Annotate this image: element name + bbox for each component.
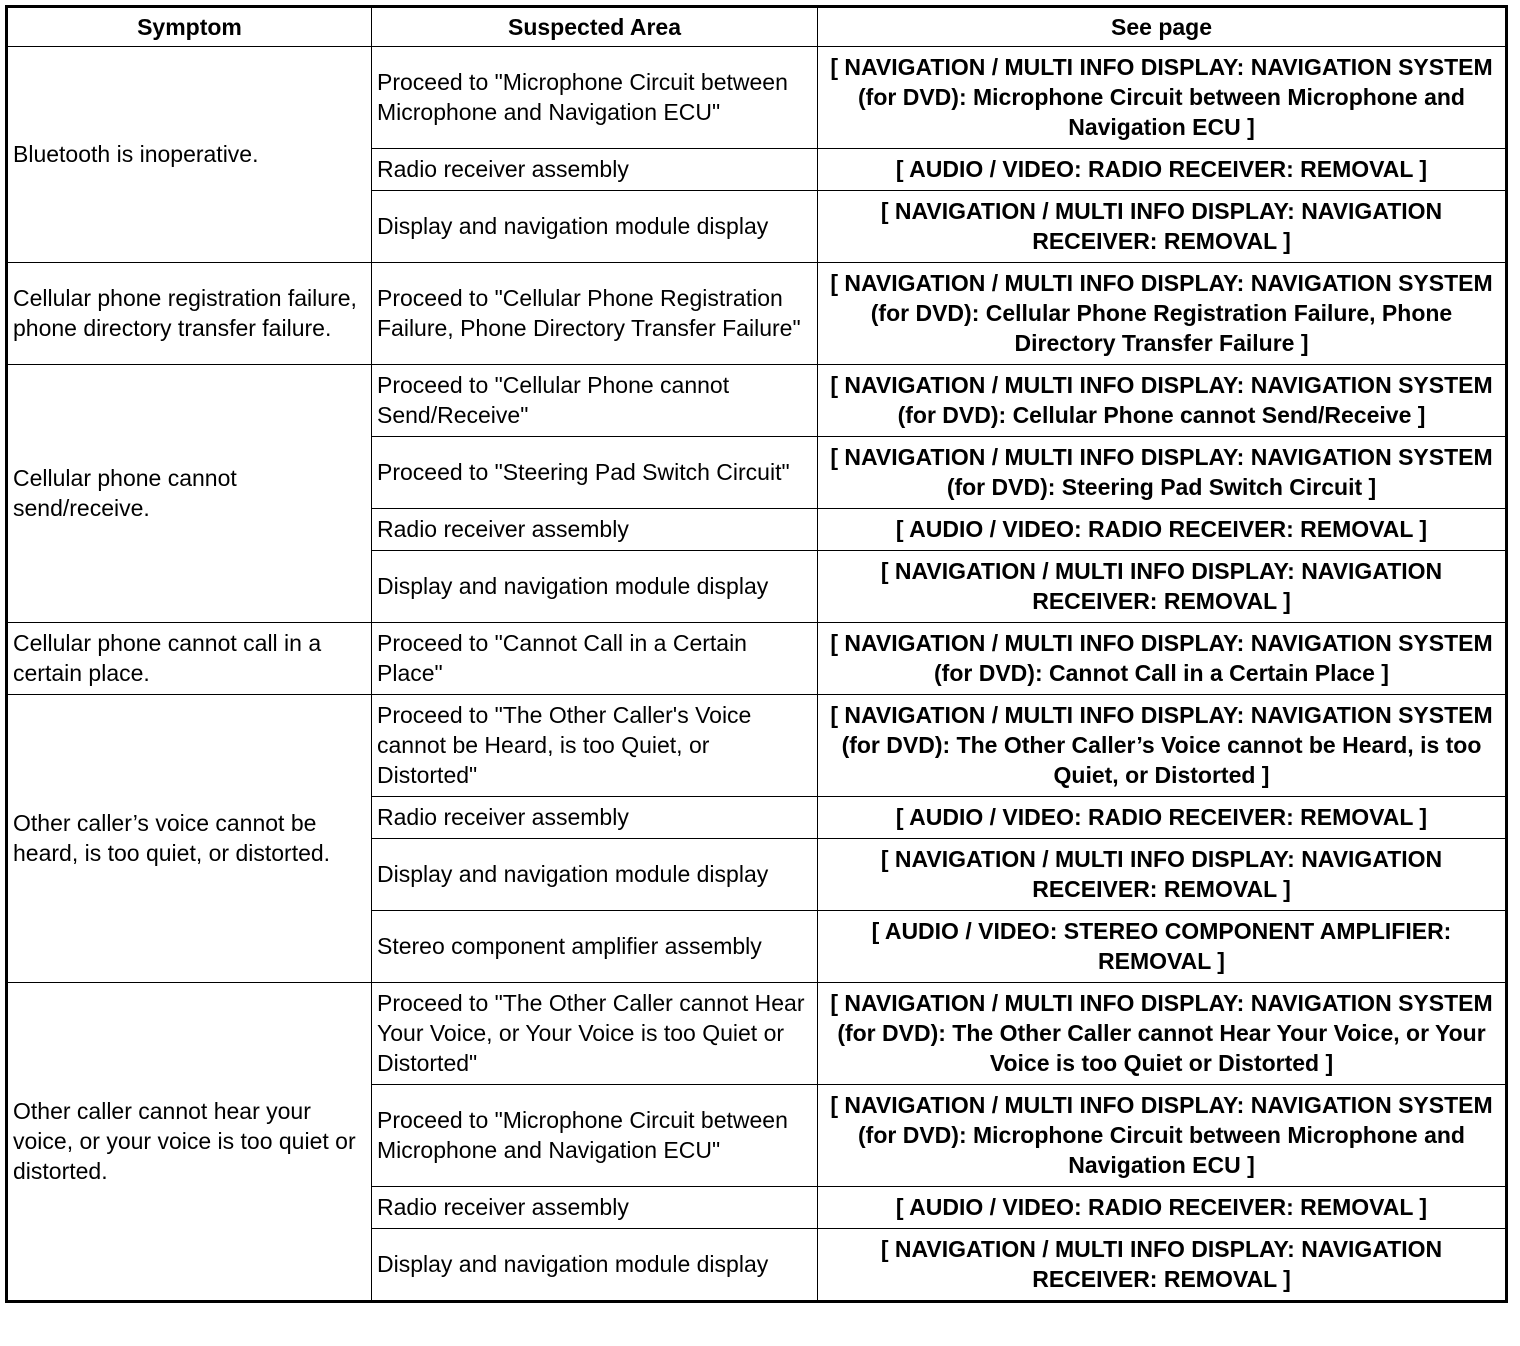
suspected-area-cell: Display and navigation module display xyxy=(372,839,818,911)
symptom-cell: Bluetooth is inoperative. xyxy=(7,47,372,263)
suspected-area-cell: Proceed to "The Other Caller's Voice cannot be Heard, is too Quiet, or Distorted" xyxy=(372,695,818,797)
suspected-area-cell: Proceed to "Cellular Phone cannot Send/Receive" xyxy=(372,365,818,437)
table-row xyxy=(7,623,1507,695)
suspected-area-cell: Proceed to "Steering Pad Switch Circuit" xyxy=(372,437,818,509)
suspected-area-cell: Display and navigation module display xyxy=(372,191,818,263)
see-page-link[interactable]: [ NAVIGATION / MULTI INFO DISPLAY: NAVIGATION RECEIVER: REMOVAL ] xyxy=(818,191,1507,263)
suspected-area-cell: Stereo component amplifier assembly xyxy=(372,911,818,983)
see-page-link[interactable]: [ NAVIGATION / MULTI INFO DISPLAY: NAVIGATION RECEIVER: REMOVAL ] xyxy=(818,1229,1507,1302)
see-page-link[interactable]: [ NAVIGATION / MULTI INFO DISPLAY: NAVIGATION SYSTEM (for DVD): Cellular Phone cannot Send/Receive ] xyxy=(818,365,1507,437)
see-page-link[interactable]: [ NAVIGATION / MULTI INFO DISPLAY: NAVIGATION SYSTEM (for DVD): Microphone Circuit between Microphone and Navigation ECU ] xyxy=(818,1085,1507,1187)
table-row xyxy=(7,263,1507,365)
table-header-row xyxy=(7,7,1507,47)
see-page-link[interactable]: [ NAVIGATION / MULTI INFO DISPLAY: NAVIGATION SYSTEM (for DVD): The Other Caller’s Voice cannot be Heard, is too Quiet, or Distorted ] xyxy=(818,695,1507,797)
suspected-area-cell: Proceed to "Microphone Circuit between Microphone and Navigation ECU" xyxy=(372,1085,818,1187)
suspected-area-cell: Display and navigation module display xyxy=(372,551,818,623)
see-page-link[interactable]: [ AUDIO / VIDEO: RADIO RECEIVER: REMOVAL ] xyxy=(818,797,1507,839)
symptom-cell: Other caller cannot hear your voice, or your voice is too quiet or distorted. xyxy=(7,983,372,1302)
see-page-link[interactable]: [ NAVIGATION / MULTI INFO DISPLAY: NAVIGATION RECEIVER: REMOVAL ] xyxy=(818,551,1507,623)
see-page-link[interactable]: [ AUDIO / VIDEO: STEREO COMPONENT AMPLIFIER: REMOVAL ] xyxy=(818,911,1507,983)
table-row xyxy=(7,47,1507,149)
table-row xyxy=(7,695,1507,797)
suspected-area-cell: Proceed to "Microphone Circuit between Microphone and Navigation ECU" xyxy=(372,47,818,149)
header-symptom: Symptom xyxy=(7,7,372,47)
see-page-link[interactable]: [ NAVIGATION / MULTI INFO DISPLAY: NAVIGATION RECEIVER: REMOVAL ] xyxy=(818,839,1507,911)
header-suspected-area: Suspected Area xyxy=(372,7,818,47)
symptom-table xyxy=(5,5,1508,1303)
see-page-link[interactable]: [ NAVIGATION / MULTI INFO DISPLAY: NAVIGATION SYSTEM (for DVD): The Other Caller cannot Hear Your Voice, or Your Voice is too Quiet or Distorted ] xyxy=(818,983,1507,1085)
see-page-link[interactable]: [ AUDIO / VIDEO: RADIO RECEIVER: REMOVAL ] xyxy=(818,149,1507,191)
suspected-area-cell: Radio receiver assembly xyxy=(372,1187,818,1229)
suspected-area-cell: Proceed to "The Other Caller cannot Hear Your Voice, or Your Voice is too Quiet or Distorted" xyxy=(372,983,818,1085)
symptom-cell: Cellular phone cannot call in a certain place. xyxy=(7,623,372,695)
table-row xyxy=(7,365,1507,437)
suspected-area-cell: Radio receiver assembly xyxy=(372,797,818,839)
see-page-link[interactable]: [ NAVIGATION / MULTI INFO DISPLAY: NAVIGATION SYSTEM (for DVD): Cellular Phone Registration Failure, Phone Directory Transfer Failure ] xyxy=(818,263,1507,365)
symptom-table-container xyxy=(5,5,1508,1303)
suspected-area-cell: Proceed to "Cannot Call in a Certain Place" xyxy=(372,623,818,695)
see-page-link[interactable]: [ AUDIO / VIDEO: RADIO RECEIVER: REMOVAL ] xyxy=(818,509,1507,551)
symptom-cell: Cellular phone cannot send/receive. xyxy=(7,365,372,623)
header-see-page: See page xyxy=(818,7,1507,47)
symptom-cell: Other caller’s voice cannot be heard, is too quiet, or distorted. xyxy=(7,695,372,983)
suspected-area-cell: Proceed to "Cellular Phone Registration Failure, Phone Directory Transfer Failure" xyxy=(372,263,818,365)
symptom-cell: Cellular phone registration failure, phone directory transfer failure. xyxy=(7,263,372,365)
see-page-link[interactable]: [ NAVIGATION / MULTI INFO DISPLAY: NAVIGATION SYSTEM (for DVD): Steering Pad Switch Circuit ] xyxy=(818,437,1507,509)
see-page-link[interactable]: [ NAVIGATION / MULTI INFO DISPLAY: NAVIGATION SYSTEM (for DVD): Cannot Call in a Certain Place ] xyxy=(818,623,1507,695)
suspected-area-cell: Radio receiver assembly xyxy=(372,149,818,191)
suspected-area-cell: Radio receiver assembly xyxy=(372,509,818,551)
see-page-link[interactable]: [ AUDIO / VIDEO: RADIO RECEIVER: REMOVAL ] xyxy=(818,1187,1507,1229)
suspected-area-cell: Display and navigation module display xyxy=(372,1229,818,1302)
see-page-link[interactable]: [ NAVIGATION / MULTI INFO DISPLAY: NAVIGATION SYSTEM (for DVD): Microphone Circuit between Microphone and Navigation ECU ] xyxy=(818,47,1507,149)
table-row xyxy=(7,983,1507,1085)
